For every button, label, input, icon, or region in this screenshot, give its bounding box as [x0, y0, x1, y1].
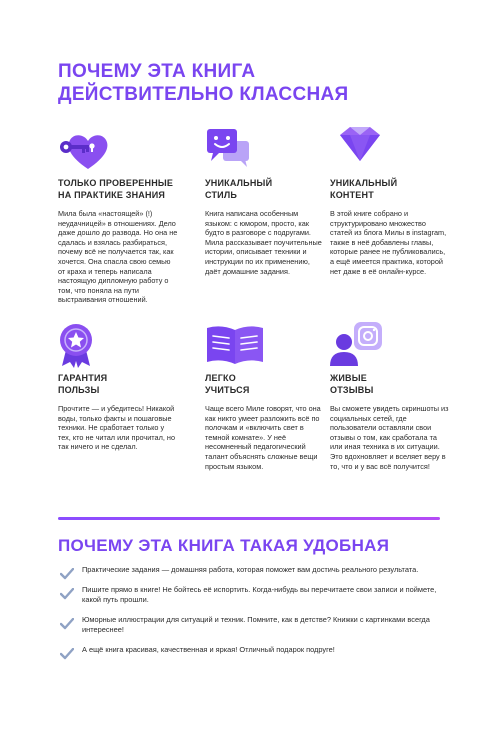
- feature-text: Прочтите — и убедитесь! Никакой воды, только факты и пошаговые техники. Не сработает только у тех, кто не читал или прочитал, но так ничего и не сделал.: [58, 404, 176, 452]
- open-book-icon: [205, 320, 265, 370]
- list-item: [58, 585, 448, 605]
- user-instagram-icon: [330, 320, 390, 370]
- section-divider: [58, 517, 440, 520]
- list-item-text: А ещё книга красивая, качественная и яркая! Отличный подарок подруге!: [82, 645, 335, 654]
- checkmark-icon: [60, 587, 74, 599]
- section-title-convenient: ПОЧЕМУ ЭТА КНИГА ТАКАЯ УДОБНАЯ: [58, 536, 390, 555]
- benefits-list: [58, 565, 448, 665]
- diamond-icon: [330, 125, 390, 175]
- checkmark-icon: [60, 617, 74, 629]
- feature-unique-content: [330, 125, 450, 276]
- feature-title: ЛЕГКО УЧИТЬСЯ: [205, 373, 250, 395]
- feature-title: ЖИВЫЕ ОТЗЫВЫ: [330, 373, 374, 395]
- list-item: [58, 565, 448, 575]
- feature-proven-knowledge: [58, 125, 178, 305]
- heart-key-icon: [58, 125, 118, 175]
- list-item: [58, 645, 448, 655]
- checkmark-icon: [60, 647, 74, 659]
- list-item: [58, 615, 448, 635]
- feature-text: Мила была «настоящей» (!) неудачницей» в отношениях. Дело даже дошло до развода. Но она не сдалась и взялась разбираться, почему всё не получается так, как хочется. Она спасла свою семью от краха и теперь написала настоящую дипломную работу о том, что поняла на пути выстраивания отношений.: [58, 209, 178, 305]
- feature-title: УНИКАЛЬНЫЙ СТИЛЬ: [205, 178, 273, 200]
- checkmark-icon: [60, 567, 74, 579]
- feature-title: ТОЛЬКО ПРОВЕРЕННЫЕ НА ПРАКТИКЕ ЗНАНИЯ: [58, 178, 174, 200]
- page-title-line2: ДЕЙСТВИТЕЛЬНО КЛАССНАЯ: [58, 84, 349, 105]
- feature-title: ГАРАНТИЯ ПОЛЬЗЫ: [58, 373, 108, 395]
- feature-unique-style: [205, 125, 325, 276]
- feature-text: Вы сможете увидеть скриншоты из социальных сетей, где пользователи оставляли свои отзывы о том, как сработала та или иная техника в их ситуации. Это вдохновляет и вселяет веру в то, что и у вас всё получится!: [330, 404, 449, 471]
- award-badge-icon: [58, 320, 118, 370]
- list-item-text: Практические задания — домашняя работа, которая поможет вам достичь реального результата.: [82, 565, 419, 574]
- feature-text: Книга написана особенным языком: с юмором, просто, как будто в разговоре с подругами. Мила рассказывает поучительные истории, описывает техники и инструкции по их применению, даёт домашние задания.: [205, 209, 322, 276]
- page-title: [58, 60, 348, 106]
- list-item-text: Юморные иллюстрации для ситуаций и техник. Помните, как в детстве? Книжки с картинками всегда интереснее!: [82, 615, 430, 634]
- feature-easy-learning: [205, 320, 325, 471]
- feature-title: УНИКАЛЬНЫЙ КОНТЕНТ: [330, 178, 398, 200]
- feature-real-reviews: [330, 320, 450, 471]
- chat-bubbles-icon: [205, 125, 265, 175]
- feature-guaranteed-benefit: [58, 320, 178, 452]
- feature-text: В этой книге собрано и структурировано множество статей из блога Милы в instagram, также в неё добавлены главы, которые ранее не публиковались, а ещё имеется практика, которой нет даже в её онлайн-курсе.: [330, 209, 447, 276]
- feature-text: Чаще всего Миле говорят, что она как никто умеет разложить всё по полочкам и «включить свет в темной комнате». У неё несомненный педагогический талант объяснять сложные вещи простым языком.: [205, 404, 321, 471]
- list-item-text: Пишите прямо в книге! Не бойтесь её испортить. Когда-нибудь вы перечитаете свои записи и поймете, какой путь прошли.: [82, 585, 437, 604]
- page-title-line1: ПОЧЕМУ ЭТА КНИГА: [58, 61, 256, 82]
